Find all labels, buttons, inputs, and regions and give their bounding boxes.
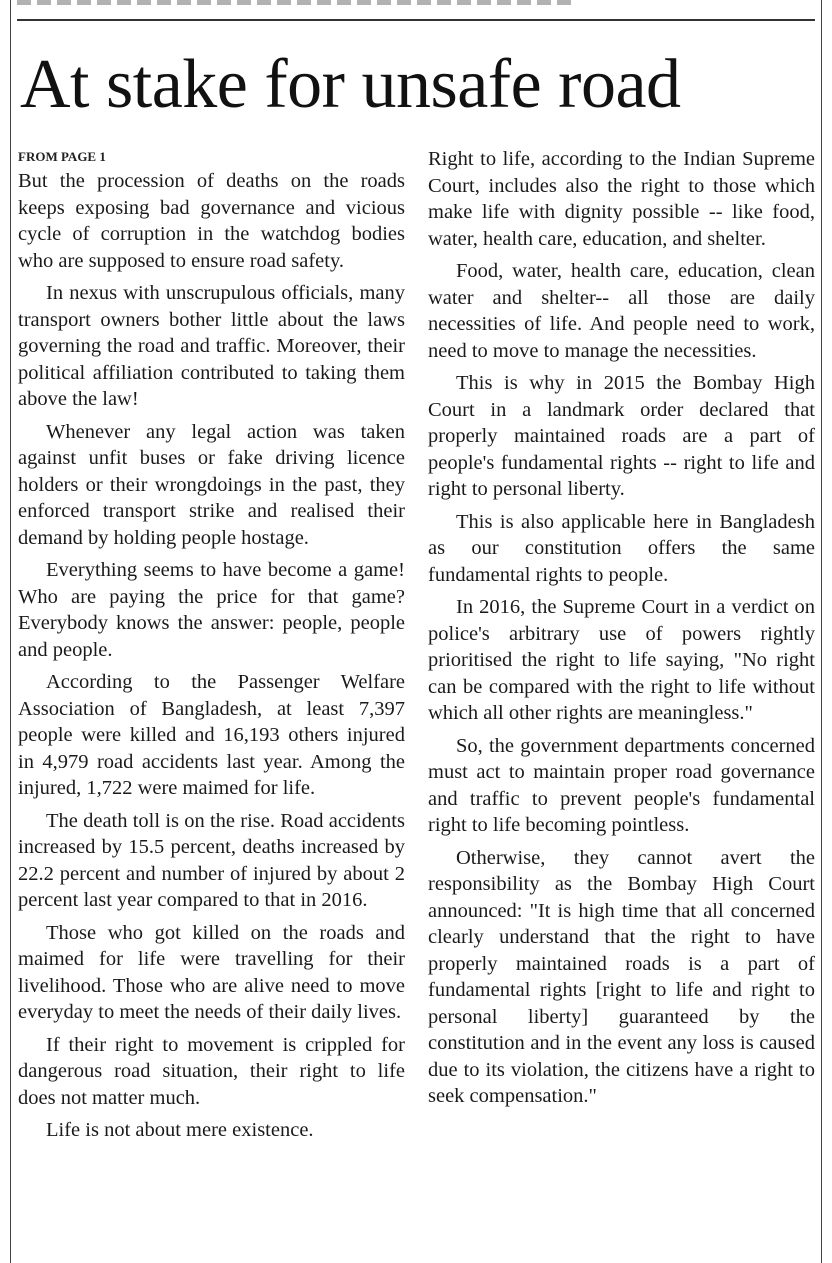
paragraph: Those who got killed on the roads and maimed for life were travelling for their livelihood. Those who are alive need to move everyday to meet the needs of their daily lives. — [18, 921, 405, 1023]
article-headline: At stake for unsafe road — [20, 46, 681, 123]
paragraph: Otherwise, they cannot avert the responsibility as the Bombay High Court announced: "It is high time that all concerned clearly understand that the right to have properly maintained roads is a part of fundamental rights [right to life and right to personal liberty] guaranteed by the constitution and in the event any loss is caused due to its violation, the citizens have a right to seek compensation." — [428, 846, 815, 1107]
paragraph: Everything seems to have become a game! Who are paying the price for that game? Everybody knows the answer: people, people and people. — [18, 559, 405, 661]
paragraph: The death toll is on the rise. Road accidents increased by 15.5 percent, deaths increased by 22.2 percent and number of injured by about 2 percent last year compared to that in 2016. — [18, 809, 405, 911]
paragraph: In nexus with unscrupulous officials, many transport owners bother little about the laws governing the road and traffic. Moreover, their political affiliation contributed to taking them above the law! — [18, 282, 405, 410]
section-top-rule — [17, 19, 815, 21]
left-column — [18, 146, 405, 1144]
paragraph: This is why in 2015 the Bombay High Court in a landmark order declared that properly maintained roads are a part of people's fundamental rights -- right to life and right to personal liberty. — [428, 372, 815, 500]
paragraph: According to the Passenger Welfare Association of Bangladesh, at least 7,397 people were killed and 16,193 others injured in 4,979 road accidents last year. Among the injured, 1,722 were maimed for life. — [18, 671, 405, 799]
continuation-kicker: FROM PAGE 1 — [18, 149, 106, 164]
paragraph: So, the government departments concerned must act to maintain proper road governance and traffic to prevent people's fundamental right to life becoming pointless. — [428, 734, 815, 836]
previous-section-remnant — [17, 0, 577, 5]
paragraph: Life is not about mere existence. — [46, 1119, 314, 1141]
paragraph: Right to life, according to the Indian Supreme Court, includes also the right to those which make life with dignity possible -- like food, water, health care, education, and shelter. — [428, 148, 815, 250]
paragraph: In 2016, the Supreme Court in a verdict on police's arbitrary use of powers rightly prioritised the right to life saying, "No right can be compared with the right to life without which all other rights are meaningless." — [428, 596, 815, 724]
paragraph: If their right to movement is crippled for dangerous road situation, their right to life does not matter much. — [18, 1033, 405, 1109]
paragraph: Food, water, health care, education, clean water and shelter-- all those are daily necessities of life. And people need to work, need to move to manage the necessities. — [428, 260, 815, 362]
paragraph: But the procession of deaths on the roads keeps exposing bad governance and vicious cycle of corruption in the watchdog bodies who are supposed to ensure road safety. — [18, 170, 405, 272]
paragraph: This is also applicable here in Bangladesh as our constitution offers the same fundamental rights to people. — [428, 510, 815, 586]
right-column — [428, 146, 815, 1110]
paragraph: Whenever any legal action was taken against unfit buses or fake driving licence holders or their wrongdoings in the past, they enforced transport strike and realised their demand by holding people hostage. — [18, 420, 405, 549]
